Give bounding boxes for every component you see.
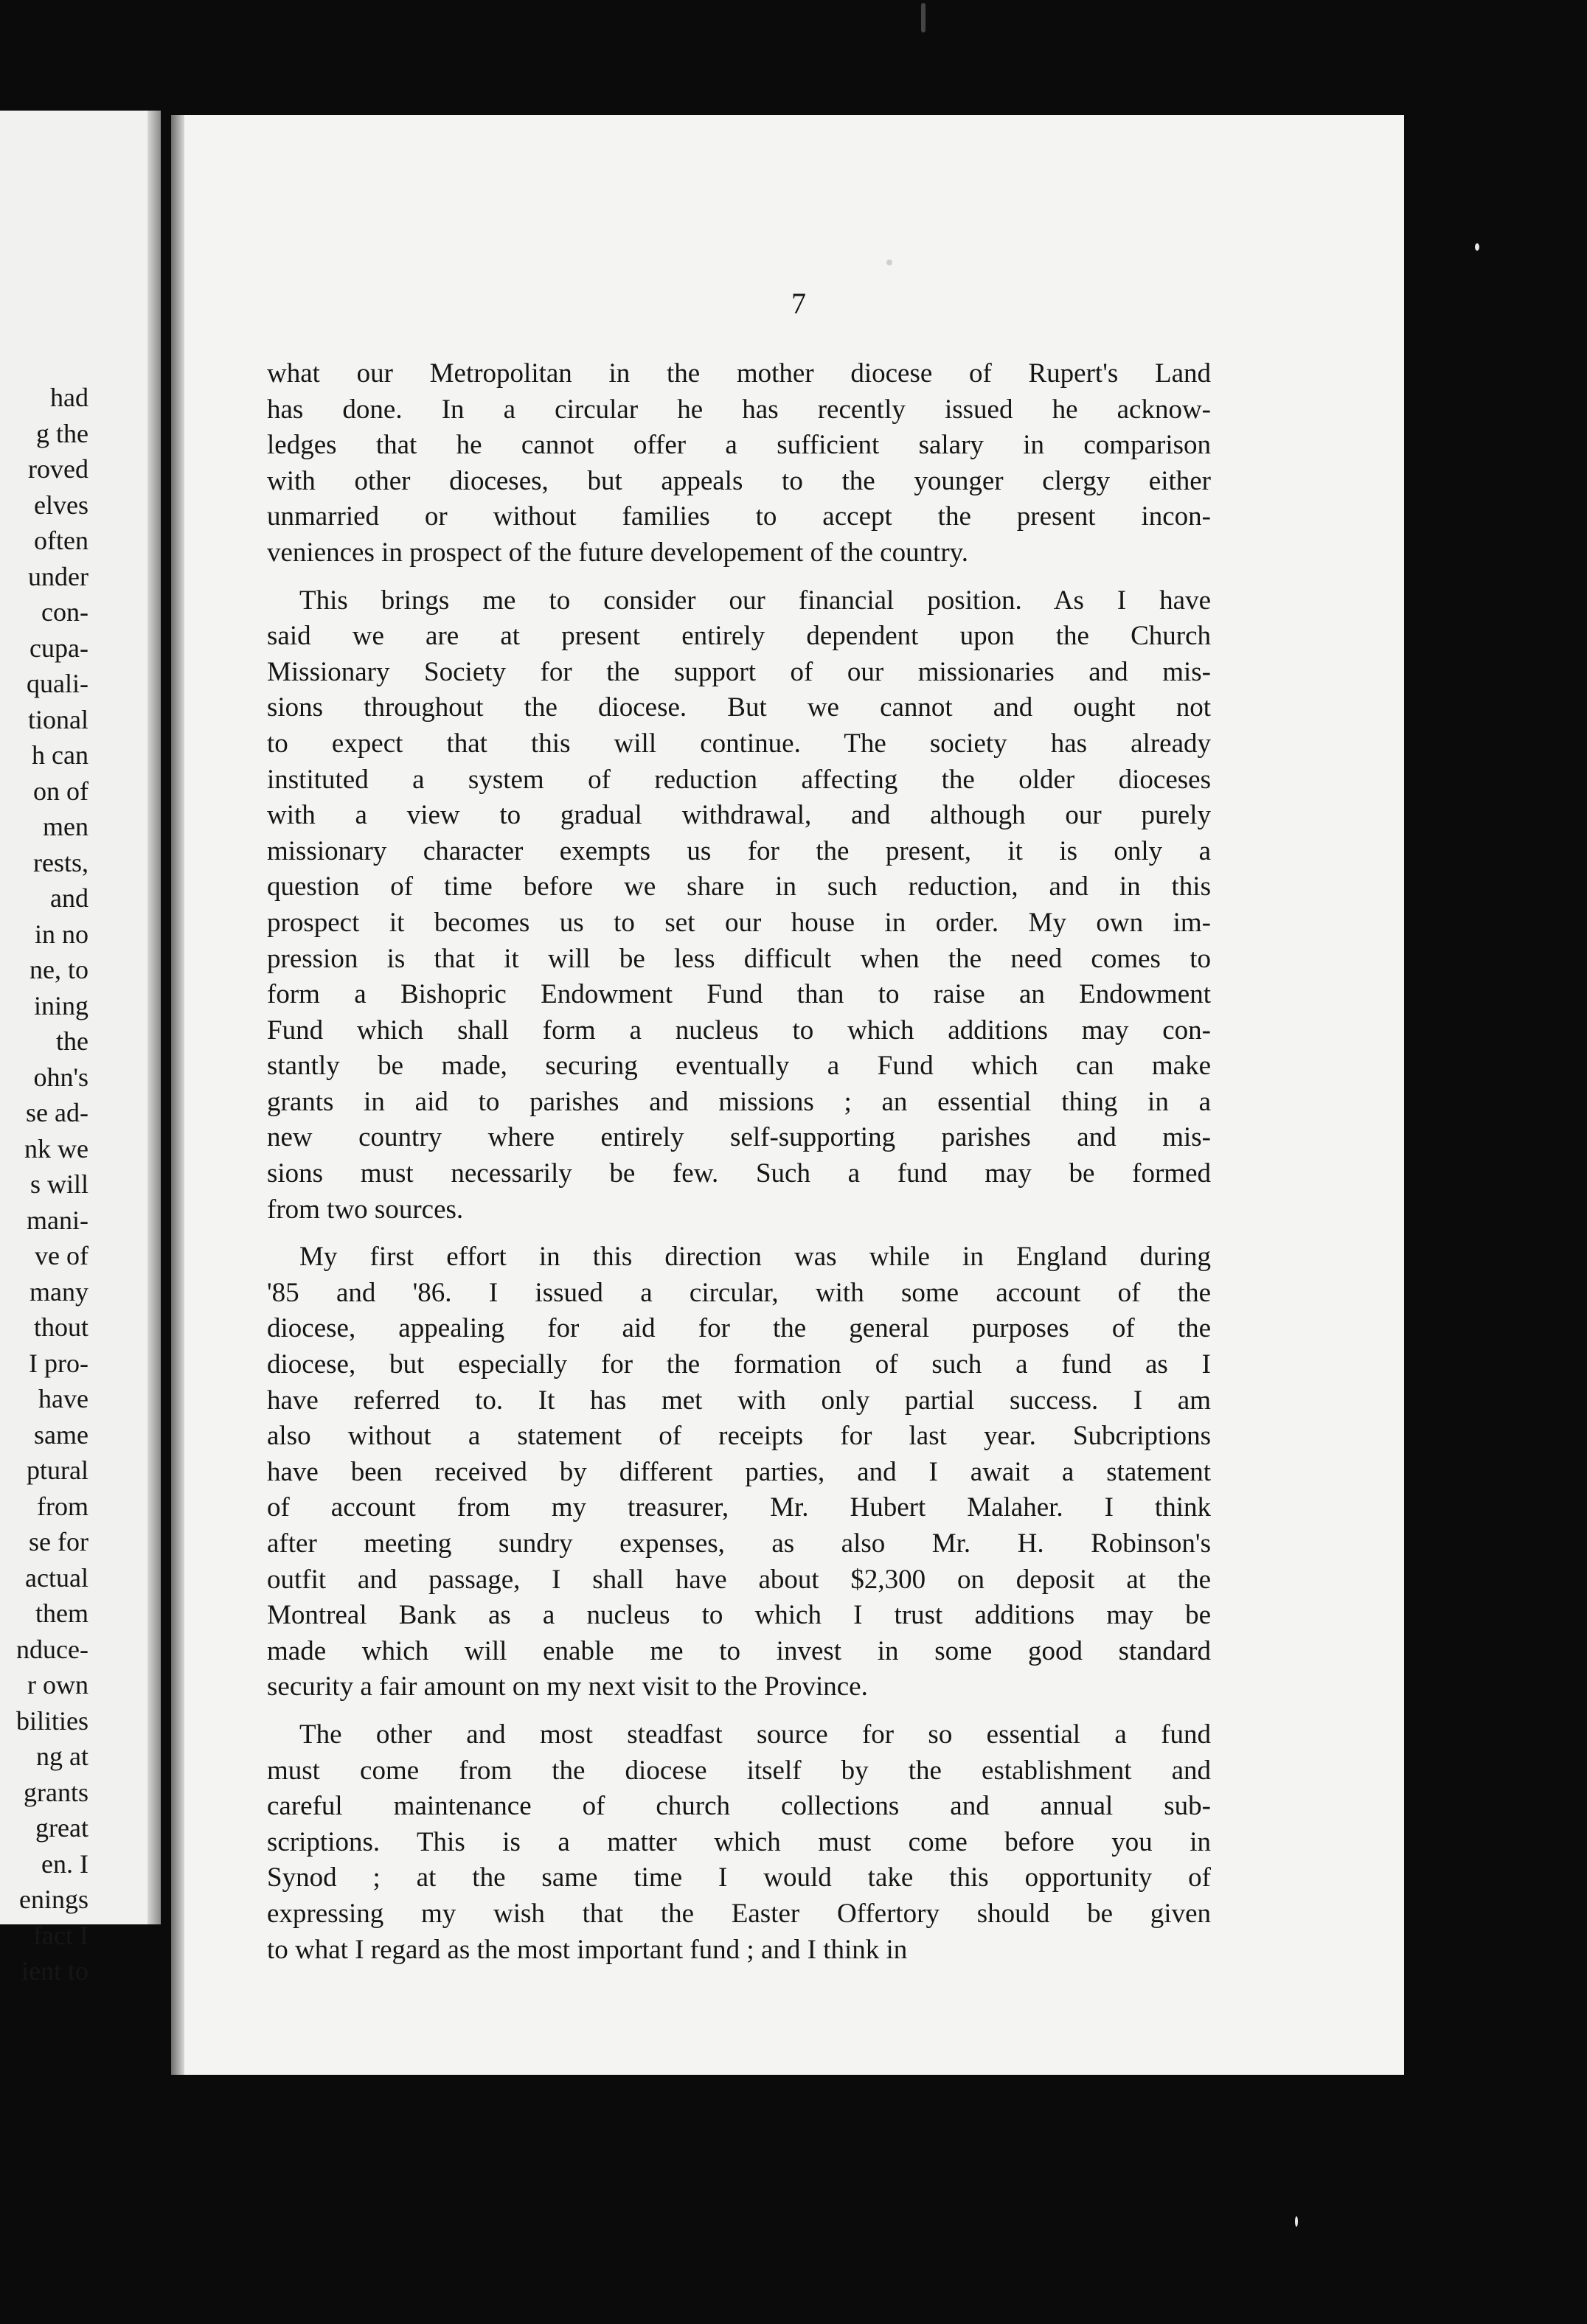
text-line: stantly be made, securing eventually a Fund which can make — [267, 1051, 1211, 1082]
left-page-fragment: ohn's — [33, 1062, 88, 1092]
text-line: Montreal Bank as a nucleus to which I trust additions may be — [267, 1600, 1211, 1631]
right-page — [171, 115, 1404, 2075]
left-page-fragment: en. I — [41, 1848, 88, 1879]
left-page-fragment: ve of — [35, 1241, 88, 1270]
dust-speck — [1475, 243, 1479, 251]
text-line: sions throughout the diocese. But we cannot and ought not — [267, 692, 1211, 723]
left-page-fragment: have — [38, 1384, 88, 1413]
text-line: after meeting sundry expenses, as also Mr. H. Robinson's — [267, 1528, 1211, 1559]
text-line: diocese, but especially for the formation of such a fund as I — [267, 1349, 1211, 1380]
left-page-fragment: ining — [33, 990, 88, 1020]
text-line: security a fair amount on my next visit to the Province. — [267, 1671, 868, 1702]
text-line: prospect it becomes us to set our house in order. My own im- — [267, 907, 1211, 938]
left-page-fragment: same — [34, 1419, 88, 1450]
left-page-fragment: in no — [34, 919, 88, 949]
text-line: to what I regard as the most important fund ; and I think in — [267, 1934, 908, 1965]
text-line: new country where entirely self-supporting parishes and mis- — [267, 1122, 1211, 1153]
paragraph — [267, 583, 1211, 1228]
text-line: My first effort in this direction was while in England during — [299, 1242, 1211, 1273]
left-page-fragment: ptural — [27, 1455, 88, 1485]
left-page-fragment: s will — [29, 1169, 88, 1199]
text-line: outfit and passage, I shall have about $2,300 on deposit at the — [267, 1564, 1211, 1595]
left-page-fragment: often — [34, 526, 88, 555]
text-line: missionary character exempts us for the present, it is only a — [267, 835, 1211, 866]
text-line: '85 and '86. I issued a circular, with some account of the — [267, 1277, 1211, 1308]
left-page-fragment: elves — [34, 490, 88, 520]
left-page-fragment: them — [35, 1598, 88, 1628]
left-page-fragment: r own — [27, 1670, 88, 1699]
text-line: This brings me to consider our financial position. As I have — [299, 585, 1211, 616]
text-line: expressing my wish that the Easter Offertory should be given — [267, 1898, 1211, 1929]
left-page-fragment: nk we — [24, 1133, 88, 1163]
page-edge-shadow — [171, 115, 184, 2075]
text-line: made which will enable me to invest in some good standard — [267, 1635, 1211, 1666]
left-page-fragment: rests, — [33, 847, 88, 877]
left-page-fragment: se for — [29, 1527, 88, 1556]
left-page-fragment: tional — [28, 704, 88, 734]
text-line: scriptions. This is a matter which must come before you in — [267, 1826, 1211, 1857]
text-line: Missionary Society for the support of our missionaries and mis- — [267, 656, 1211, 687]
left-page-fragment: g the — [36, 418, 88, 448]
text-line: question of time before we share in such reduction, and in this — [267, 872, 1211, 902]
text-line: of account from my treasurer, Mr. Hubert Malaher. I think — [267, 1492, 1211, 1523]
text-line: have referred to. It has met with only partial success. I am — [267, 1385, 1211, 1416]
text-line: The other and most steadfast source for so essential a fund — [299, 1719, 1211, 1750]
left-page-fragment: men — [43, 812, 88, 841]
text-line: with other dioceses, but appeals to the younger clergy either — [267, 465, 1211, 496]
text-line: diocese, appealing for aid for the general purposes of the — [267, 1313, 1211, 1344]
left-page-fragment: had — [50, 383, 88, 412]
left-page-fragment: con- — [41, 597, 88, 627]
left-page-fragment: h can — [32, 740, 88, 770]
left-page-fragment: enings — [19, 1885, 88, 1914]
text-line: has done. In a circular he has recently issued he acknow- — [267, 394, 1211, 425]
text-line: instituted a system of reduction affecting the older dioceses — [267, 764, 1211, 795]
dust-speck — [1295, 2216, 1298, 2227]
left-page — [0, 111, 161, 1986]
left-page-fragment: from — [37, 1491, 88, 1521]
left-page-fragment: on of — [33, 776, 88, 806]
text-line: unmarried or without families to accept the present incon- — [267, 501, 1211, 532]
left-page-fragment: I pro- — [29, 1348, 88, 1378]
text-line: grants in aid to parishes and missions ; an essential thing in a — [267, 1086, 1211, 1117]
text-line: also without a statement of receipts for last year. Subcriptions — [267, 1421, 1211, 1452]
body-text — [267, 356, 1211, 1980]
text-line: sions must necessarily be few. Such a fund may be formed — [267, 1158, 1211, 1189]
left-page-fragment: under — [28, 561, 88, 591]
left-page-fragment: fact I — [33, 1920, 88, 1950]
left-page-text — [0, 380, 88, 1989]
left-page-fragment: ne, to — [29, 955, 88, 984]
left-page-fragment: bilities — [16, 1705, 88, 1736]
text-line: to expect that this will continue. The society has already — [267, 728, 1211, 759]
left-page-fragment: mani- — [27, 1205, 88, 1235]
text-line: have been received by different parties, and I await a statement — [267, 1456, 1211, 1487]
paragraph — [267, 1717, 1211, 1968]
dust-speck — [921, 3, 926, 32]
text-line: from two sources. — [267, 1194, 464, 1225]
left-page-fragment: grants — [24, 1777, 88, 1807]
left-page-fragment: roved — [28, 454, 88, 484]
left-page-fragment: quali- — [27, 669, 88, 698]
binding-shadow — [147, 111, 161, 1924]
text-line: careful maintenance of church collections and annual sub- — [267, 1791, 1211, 1822]
text-line: with a view to gradual withdrawal, and although our purely — [267, 800, 1211, 831]
text-line: pression is that it will be less difficult when the need comes to — [267, 943, 1211, 974]
text-line: veniences in prospect of the future developement of the country. — [267, 537, 969, 568]
paragraph — [267, 356, 1211, 571]
text-line: said we are at present entirely dependent upon the Church — [267, 621, 1211, 652]
text-line: must come from the diocese itself by the establishment and — [267, 1755, 1211, 1786]
left-page-fragment: great — [35, 1813, 88, 1843]
text-line: form a Bishopric Endowment Fund than to raise an Endowment — [267, 979, 1211, 1010]
paragraph — [267, 1239, 1211, 1705]
page-number: 7 — [791, 287, 806, 320]
left-page-fragment: and — [50, 883, 88, 913]
text-line: Fund which shall form a nucleus to which additions may con- — [267, 1015, 1211, 1046]
left-page-fragment: actual — [25, 1562, 88, 1593]
left-page-fragment: ng at — [36, 1742, 88, 1771]
dust-speck — [886, 260, 892, 265]
left-page-fragment: se ad- — [26, 1098, 88, 1127]
text-line: what our Metropolitan in the mother diocese of Rupert's Land — [267, 358, 1211, 389]
text-line: Synod ; at the same time I would take this opportunity of — [267, 1862, 1211, 1893]
left-page-fragment: thout — [33, 1312, 88, 1342]
text-line: ledges that he cannot offer a sufficient salary in comparison — [267, 430, 1211, 461]
left-page-fragment: nduce- — [16, 1634, 88, 1664]
left-page-fragment: ient to — [21, 1956, 88, 1986]
left-page-fragment: cupa- — [29, 633, 88, 663]
left-page-fragment: many — [29, 1276, 88, 1307]
left-page-fragment: the — [56, 1026, 88, 1056]
